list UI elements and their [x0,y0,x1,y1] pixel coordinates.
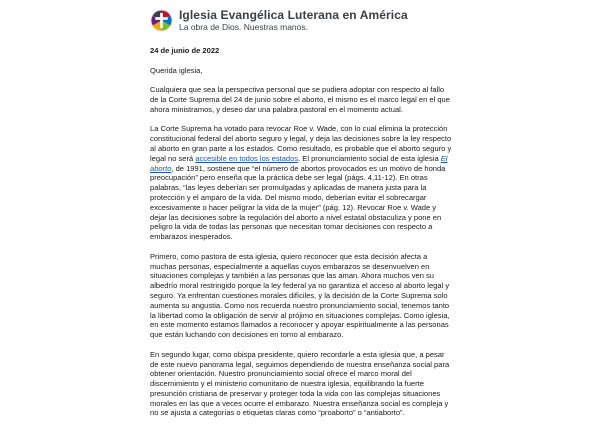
letterhead [150,8,408,33]
letter-salutation: Querida iglesia, [150,65,203,75]
paragraph-teaching: En segundo lugar, como obispa presidente, quiero recordarle a esta iglesia que, a pesar de este nuevo panorama legal, seguimos dependiendo de nuestra enseñanza social para obtener orientación. Nuestro pronunciamiento social ofrece el marco moral del discernimiento y el ministerio comunitario de nuestra iglesia, equilibrando la fuerte presunción cristiana de preservar y proteger toda la vida con las complejas situaciones morales en las que a veces ocurre el embarazo. Nuestra enseñanza social es compleja y no se ajusta a categorías o etiquetas claras como “proaborto” o “antiaborto”. [150,349,450,418]
paragraph-supreme-court [150,124,453,242]
el-aborto-title: El aborto [150,153,448,173]
paragraph-text: La Corte Suprema ha votado para revocar Roe v. Wade, con lo cual elimina la protección constitucional federal del aborto seguro y legal, y deja las decisiones sobre la ley respecto al aborto en gran parte a los estados. Como resultado, es probable que el aborto seguro y legal no será [150,124,452,163]
paragraph-text: , de 1991, sostiene que “el número de abortos provocados es un motivo de honda preocupación” pero enseña que la práctica debe ser legal (págs. 4,11-12). En otras palabras, “las leyes deberían ser promulgadas y aplicadas de manera justa para la protección y el amparo de la vida. Del mismo modo, deberían evitar el sobrecargar excesivamente o hacer peligrar la vida de la mujer” (pág. 12). Revocar Roe v. Wade y dejar las decisiones sobre la regulación del aborto a nivel estatal obstaculiza y pone en peligro la vida de todas las personas que necesitan tomar decisiones con respecto a embarazos inesperados. [150,163,446,242]
organization-name: Iglesia Evangélica Luterana en América [179,8,408,22]
paragraph-pastoral: Primero, como pastora de esta iglesia, quiero reconocer que esta decisión afecta a muchas personas, especialmente a aquellas cuyos embarazos se desenvuelven en situaciones complejas y también a las personas que las aman. Ahora muchos ven su albedrío moral restringido porque la ley federal ya no garantiza el acceso al aborto legal y seguro. Ya enfrentan cuestiones morales difíciles, y la decisión de la Corte Suprema solo aumenta su angustia. Como nos recuerda nuestro pronunciamiento social, tenemos tanto la libertad como la obligación de servir al prójimo en situaciones complejas. Como iglesia, en este momento estamos llamados a reconocer y apoyar espiritualmente a las personas que están luchando con decisiones en torno al embarazo. [150,251,450,340]
letter-body [150,46,453,428]
organization-tagline: La obra de Dios. Nuestras manos. [179,22,308,32]
elca-cross-logo-icon [150,9,173,32]
state-access-link[interactable]: accesible en todos los estados [195,153,299,163]
letter-date: 24 de junio de 2022 [150,46,220,55]
paragraph-text: . El pronunciamiento social de esta iglesia [298,153,441,163]
paragraph-intro: Cualquiera que sea la perspectiva personal que se pudiera adoptar con respecto al fallo de la Corte Suprema del 24 de junio sobre el aborto, el mismo es el marco legal en el que ahora ministramos, y deseo dar una palabra pastoral en el momento actual. [150,85,450,114]
